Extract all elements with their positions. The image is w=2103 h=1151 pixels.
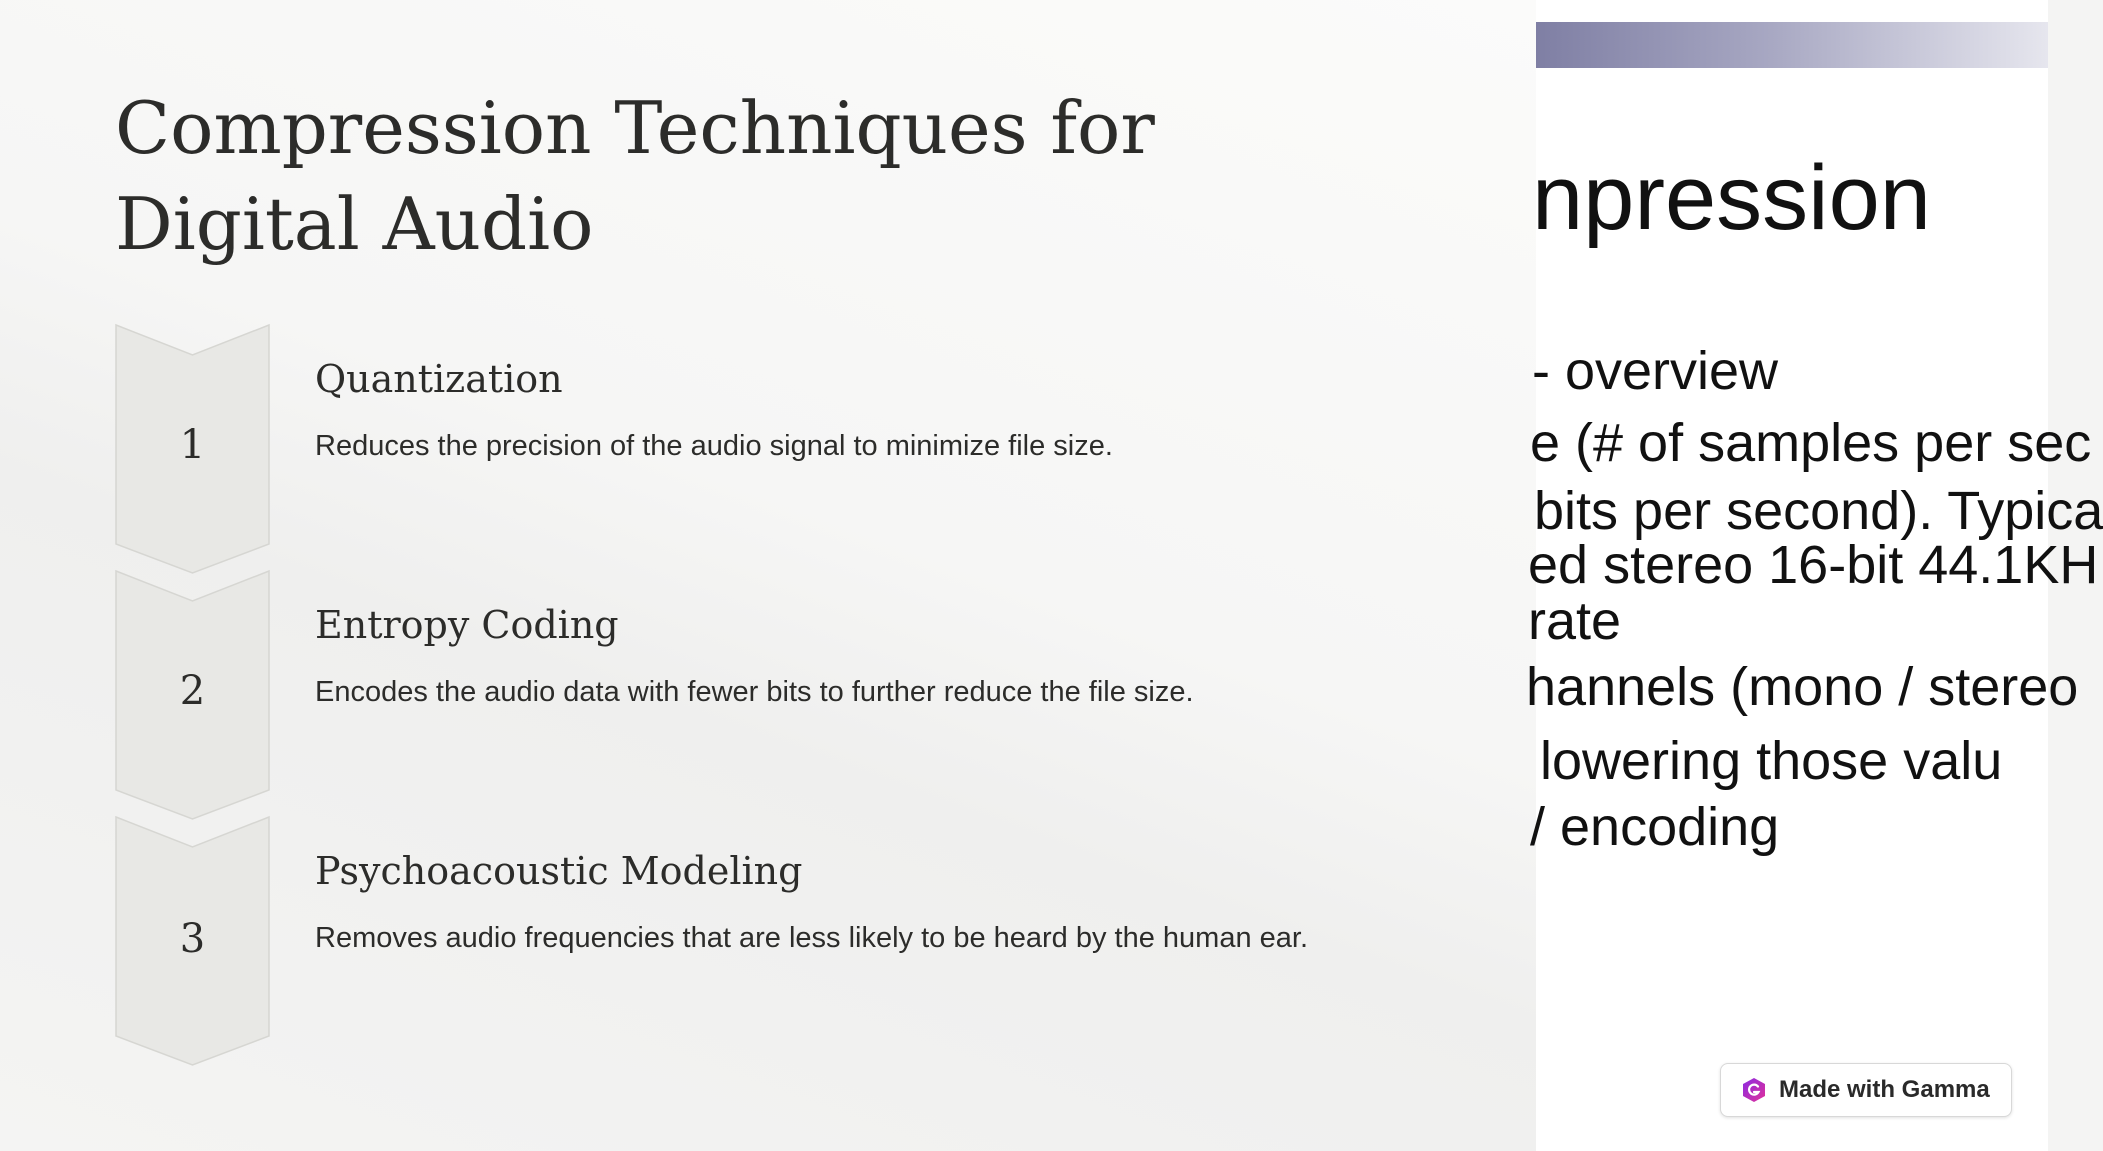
gamma-logo-icon xyxy=(1741,1077,1767,1103)
embedded-slide-line: - overview xyxy=(1532,341,1779,401)
embedded-slide-line: bits per second). Typica xyxy=(1534,481,2103,541)
step-1 xyxy=(115,324,1515,574)
step-3-number: 3 xyxy=(179,916,206,962)
embedded-slide-line: e (# of samples per sec xyxy=(1530,413,2092,473)
embedded-slide-line: hannels (mono / stereo xyxy=(1526,657,2079,717)
step-2-number: 2 xyxy=(179,668,206,714)
embedded-slide-image xyxy=(1526,0,2103,1151)
step-3-heading: Psychoacoustic Modeling xyxy=(315,849,803,893)
embedded-slide-line: rate xyxy=(1528,591,1622,651)
slide-title: Compression Techniques for Digital Audio xyxy=(115,86,1155,266)
made-with-gamma-badge[interactable] xyxy=(1720,1063,2012,1117)
step-2-heading: Entropy Coding xyxy=(315,603,619,647)
embedded-slide-header-bar xyxy=(1536,22,2048,68)
embedded-slide-line: ed stereo 16-bit 44.1KH xyxy=(1528,535,2099,595)
badge-label: Made with Gamma xyxy=(1779,1076,1990,1103)
embedded-slide-title: npression xyxy=(1532,147,1931,249)
step-1-heading: Quantization xyxy=(315,357,563,401)
step-3 xyxy=(115,816,1515,1066)
step-1-description: Reduces the precision of the audio signal to minimize file size. xyxy=(315,430,1113,462)
embedded-slide-line: lowering those valu xyxy=(1540,731,2003,791)
step-2-description: Encodes the audio data with fewer bits to further reduce the file size. xyxy=(315,676,1194,708)
embedded-slide-line: / encoding xyxy=(1530,797,1780,857)
step-1-number: 1 xyxy=(179,422,206,468)
step-3-description: Removes audio frequencies that are less likely to be heard by the human ear. xyxy=(315,922,1309,954)
step-2 xyxy=(115,570,1515,820)
